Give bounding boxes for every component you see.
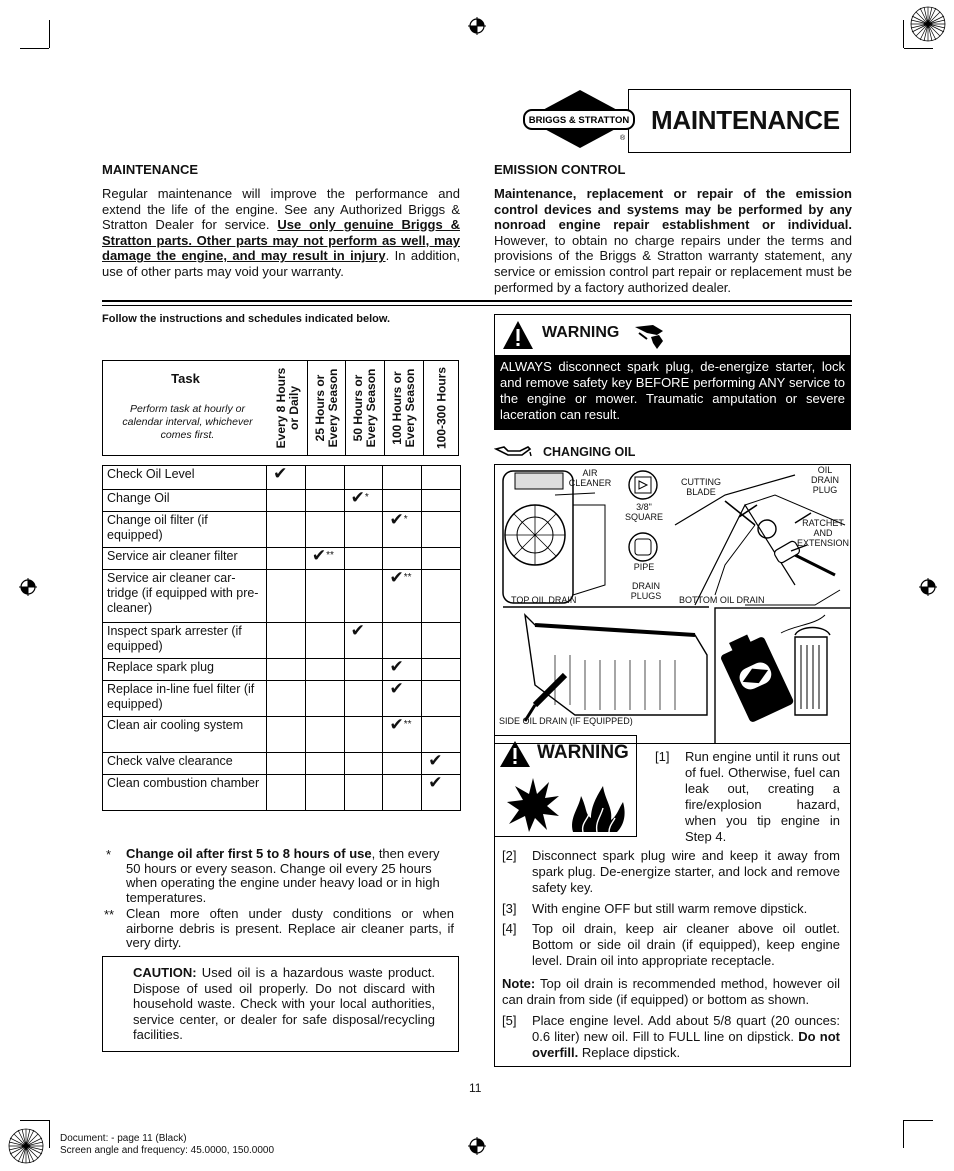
label-air-cleaner: AIR CLEANER (568, 468, 612, 488)
interval-cell (267, 490, 306, 512)
interval-cell (383, 659, 422, 681)
task-cell: Replace spark plug (103, 659, 267, 681)
footnote-marker: * (364, 492, 369, 503)
interval-cell (422, 775, 461, 811)
interval-cell (344, 490, 383, 512)
svg-text:®: ® (620, 135, 626, 142)
changing-oil-heading: CHANGING OIL (543, 445, 636, 459)
interval-cell (267, 753, 306, 775)
label-side-oil-drain: SIDE OIL DRAIN (IF EQUIPPED) (499, 716, 633, 726)
footnote-marker: * (403, 514, 408, 525)
title-box (628, 89, 851, 153)
note-star-1: Change oil after first 5 to 8 hours of use, then every 50 hours or every season. Change oil every 25 hours when operating the engine under heavy load or in high temperatures. (126, 846, 440, 905)
task-cell: Change oil filter (if equipped) (103, 512, 267, 548)
interval-cell (383, 490, 422, 512)
check-mark-icon: ✔ (273, 464, 288, 483)
label-oil-drain-plug: OIL DRAIN PLUG (810, 465, 839, 495)
task-cell: Check valve clearance (103, 753, 267, 775)
check-mark-icon: ✔ (389, 715, 404, 734)
footnote-marker: ** (326, 550, 334, 561)
column-header: 100 Hours or Every Season (384, 361, 423, 455)
emission-heading: EMISSION CONTROL (494, 162, 626, 177)
table-row (103, 659, 461, 681)
interval-cell (305, 717, 344, 753)
interval-cell (422, 466, 461, 490)
task-cell: Service air cleaner car-tridge (if equipped with pre-cleaner) (103, 570, 267, 623)
caution-text: CAUTION: Used oil is a hazardous waste product. Dispose of used oil properly. Do not discard with household waste. Check with your local authorities, service center, or dealer for safe disposal/recycling facilities. (133, 965, 435, 1043)
interval-cell (305, 548, 344, 570)
interval-cell (267, 570, 306, 623)
interval-cell (267, 623, 306, 659)
interval-cell (305, 753, 344, 775)
svg-text:BRIGGS & STRATTON: BRIGGS & STRATTON (528, 115, 630, 126)
interval-cell (305, 681, 344, 717)
check-mark-icon: ✔ (428, 773, 443, 792)
oil-drain-figure (494, 464, 851, 744)
emission-text: Maintenance, replacement or repair of the emission control devices and systems may be performed by any nonroad engine repair establishment or individual. However, to obtain no charge repairs under the terms and provisions of the Briggs & Stratton warranty statement, any service or emission control part repair or replacement must be performed by a factory authorized dealer. (494, 186, 852, 295)
check-mark-icon: ✔ (350, 621, 365, 640)
crop-mark (49, 1120, 50, 1148)
task-cell: Change Oil (103, 490, 267, 512)
interval-cell (383, 570, 422, 623)
divider-rule (102, 305, 852, 306)
interval-cell (267, 548, 306, 570)
interval-cell (305, 512, 344, 548)
warning-box (494, 314, 851, 430)
crop-mark (20, 1120, 49, 1121)
starburst-icon (8, 1128, 44, 1164)
maintenance-schedule-table (102, 465, 461, 811)
column-header: 100-300 Hours (423, 361, 460, 455)
interval-cell (383, 717, 422, 753)
interval-cell (422, 570, 461, 623)
explosion-icon (505, 776, 561, 834)
table-row (103, 775, 461, 811)
table-row (103, 466, 461, 490)
column-header: Every 8 Hours or Daily (273, 367, 301, 449)
interval-cell (344, 681, 383, 717)
label-pipe: PIPE (633, 562, 655, 572)
footnote-marker: ** (403, 719, 412, 730)
crop-mark (904, 48, 933, 49)
interval-cell (267, 681, 306, 717)
column-header: 50 Hours or Every Season (345, 361, 384, 455)
registration-mark-icon (918, 577, 938, 597)
table-row (103, 681, 461, 717)
page-number: 11 (469, 1081, 482, 1095)
interval-cell (344, 659, 383, 681)
crop-mark (20, 48, 49, 49)
interval-cell (267, 775, 306, 811)
interval-cell (305, 490, 344, 512)
schedule-intro: Follow the instructions and schedules indicated below. (102, 313, 391, 325)
interval-cell (383, 512, 422, 548)
crop-mark (49, 20, 50, 48)
starburst-icon (910, 6, 946, 42)
interval-cell (267, 659, 306, 681)
check-mark-icon: ✔ (389, 510, 404, 529)
table-row (103, 570, 461, 623)
oil-can-icon (494, 443, 534, 459)
interval-cell (344, 512, 383, 548)
interval-cell (422, 717, 461, 753)
fire-icon (567, 782, 627, 834)
warning-text: ALWAYS disconnect spark plug, de-energize starter, lock and remove safety key BEFORE performing ANY service to the engine or mower. Traumatic amputation or severe laceration can result. (500, 359, 845, 422)
table-row (103, 512, 461, 548)
interval-cell (383, 548, 422, 570)
note-star-2: Clean more often under dusty conditions or when airborne debris is present. Replace air cleaner parts, if very dirty. (126, 906, 454, 950)
label-top-oil-drain: TOP OIL DRAIN (511, 595, 577, 605)
note-double-star-symbol: ** (104, 907, 115, 922)
task-cell: Service air cleaner filter (103, 548, 267, 570)
interval-cell (305, 623, 344, 659)
hand-cut-hazard-icon (633, 321, 669, 351)
note-star-symbol: * (106, 847, 112, 862)
interval-cell (305, 659, 344, 681)
check-mark-icon: ✔ (389, 657, 404, 676)
interval-cell (344, 466, 383, 490)
interval-cell (267, 466, 306, 490)
interval-cell (383, 753, 422, 775)
interval-cell (344, 753, 383, 775)
table-row (103, 490, 461, 512)
interval-cell (344, 548, 383, 570)
interval-cell (422, 512, 461, 548)
interval-cell (344, 775, 383, 811)
interval-cell (383, 775, 422, 811)
fire-warning-box (494, 735, 637, 837)
interval-cell (383, 623, 422, 659)
check-mark-icon: ✔ (311, 546, 327, 565)
interval-cell (422, 548, 461, 570)
table-row (103, 623, 461, 659)
interval-cell (344, 570, 383, 623)
interval-cell (422, 753, 461, 775)
interval-cell (267, 512, 306, 548)
warning-banner (495, 355, 850, 429)
doc-info: Document: - page 11 (Black) Screen angle and frequency: 45.0000, 150.0000 (60, 1133, 275, 1156)
table-row (103, 717, 461, 753)
footnote-marker: ** (403, 572, 412, 583)
check-mark-icon: ✔ (389, 679, 404, 698)
task-header: Task (171, 371, 200, 386)
column-header: 25 Hours or Every Season (307, 361, 345, 455)
page-title: MAINTENANCE (651, 105, 840, 135)
note-text: Note: Top oil drain is recommended method, however oil can drain from side (if equipped) or bottom as shown. (502, 976, 840, 1007)
check-mark-icon: ✔ (350, 488, 365, 507)
table-row (103, 548, 461, 570)
warning-label: WARNING (542, 324, 620, 341)
registration-mark-icon (467, 1136, 487, 1156)
task-subheader: Perform task at hourly or calendar interval, whichever comes first. (122, 403, 253, 441)
interval-cell (305, 775, 344, 811)
label-bottom-oil-drain: BOTTOM OIL DRAIN (679, 595, 765, 605)
registration-mark-icon (467, 16, 487, 36)
table-row (103, 753, 461, 775)
warning-triangle-icon (498, 739, 532, 769)
interval-cell (383, 466, 422, 490)
task-cell: Inspect spark arrester (if equipped) (103, 623, 267, 659)
crop-mark (904, 1120, 933, 1121)
check-mark-icon: ✔ (389, 568, 404, 587)
interval-cell (422, 659, 461, 681)
task-cell: Clean combustion chamber (103, 775, 267, 811)
registration-mark-icon (18, 577, 38, 597)
label-cutting-blade: CUTTING BLADE (681, 477, 721, 497)
caution-box (102, 956, 459, 1052)
warning-triangle-icon (501, 319, 535, 351)
interval-cell (267, 717, 306, 753)
task-cell: Check Oil Level (103, 466, 267, 490)
briggs-logo (522, 88, 638, 150)
crop-mark (903, 20, 904, 48)
interval-cell (422, 623, 461, 659)
maintenance-heading: MAINTENANCE (102, 162, 199, 177)
interval-cell (383, 681, 422, 717)
interval-cell (344, 717, 383, 753)
interval-cell (344, 623, 383, 659)
task-cell: Replace in-line fuel filter (if equipped) (103, 681, 267, 717)
label-ratchet: RATCHET AND EXTENSION (796, 518, 849, 548)
fire-warning-label: WARNING (537, 742, 629, 763)
interval-cell (422, 490, 461, 512)
interval-cell (422, 681, 461, 717)
task-cell: Clean air cooling system (103, 717, 267, 753)
maintenance-text: Regular maintenance will improve the performance and extend the life of the engine. See any Authorized Briggs & Stratton Dealer for service. Use only genuine Briggs & Stratton parts. Other parts may not perform as well, may damage the engine, and may result in injury. In addition, use of other parts may void your warranty. (102, 186, 461, 279)
divider-rule (102, 300, 852, 302)
label-drain-plugs: DRAIN PLUGS (630, 581, 662, 601)
label-square: 3/8" SQUARE (624, 502, 663, 522)
schedule-header (102, 360, 459, 456)
crop-mark (903, 1120, 904, 1148)
interval-cell (305, 466, 344, 490)
check-mark-icon: ✔ (428, 751, 443, 770)
interval-cell (305, 570, 344, 623)
